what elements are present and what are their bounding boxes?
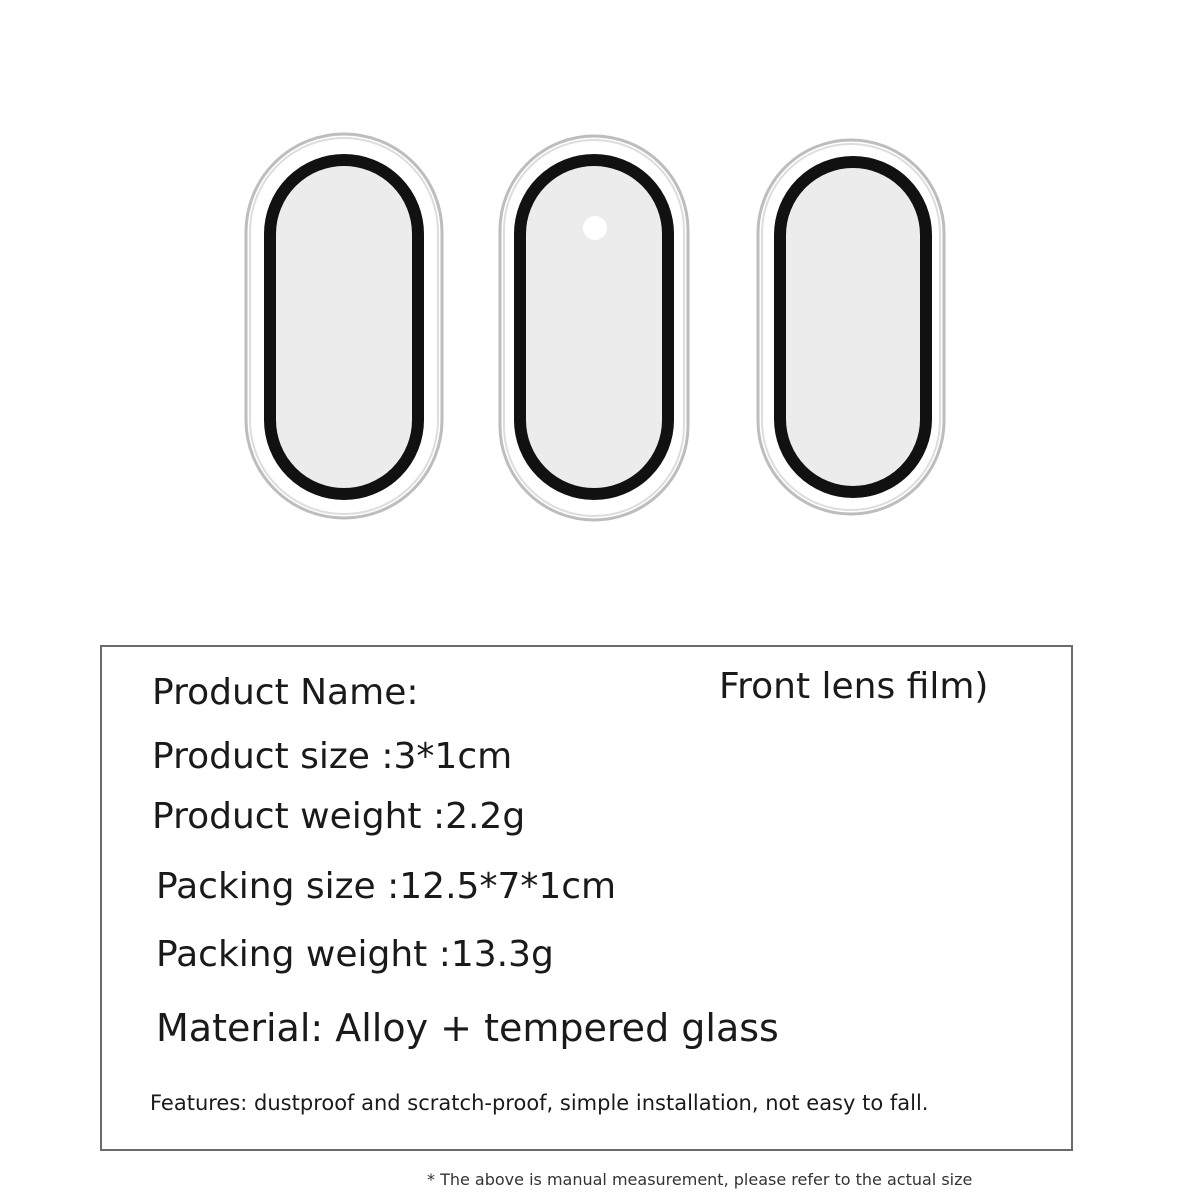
lens-illustration bbox=[0, 0, 1200, 560]
flash-dot-icon bbox=[583, 216, 607, 240]
lens-middle bbox=[500, 136, 688, 520]
product-name-value: Front lens film) bbox=[719, 666, 989, 707]
material: Material: Alloy + tempered glass bbox=[156, 1006, 779, 1050]
packing-size: Packing size :12.5*7*1cm bbox=[156, 866, 617, 907]
product-size: Product size :3*1cm bbox=[152, 736, 513, 777]
spec-box bbox=[100, 645, 1073, 1151]
product-name-label: Product Name: bbox=[152, 672, 419, 713]
product-weight: Product weight :2.2g bbox=[152, 796, 526, 837]
lens-illustration-row bbox=[0, 0, 1200, 560]
packing-weight: Packing weight :13.3g bbox=[156, 934, 554, 975]
measurement-footnote: * The above is manual measurement, please refer to the actual size bbox=[427, 1170, 973, 1189]
features: Features: dustproof and scratch-proof, simple installation, not easy to fall. bbox=[150, 1091, 929, 1115]
lens-right bbox=[758, 140, 944, 514]
lens-left bbox=[246, 134, 442, 518]
